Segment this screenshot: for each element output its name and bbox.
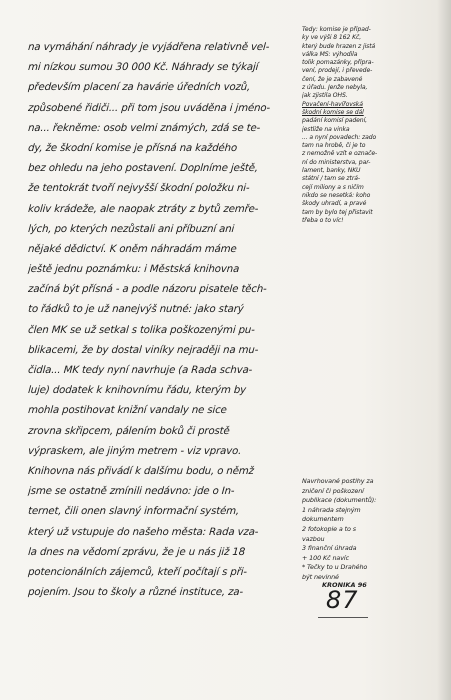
margin-note-line: ní do ministerstva, par- (302, 158, 371, 166)
text-line: dy, že škodní komise je přísná na každého (27, 142, 238, 154)
margin-note-line: tam na hrobě, či je to (302, 142, 366, 150)
margin-note-line: tolik pomazánky, připra- (302, 59, 374, 67)
text-line: blikacemi, že by dostal viníky nejraději na mu- (27, 344, 259, 356)
margin-note-line: tam by bylo tej přistavit (302, 208, 373, 216)
text-line: nějaké dědictví. K oněm náhradám máme (27, 243, 237, 255)
margin-note-line: 3 finanční úhrada (302, 544, 357, 553)
margin-note-line: jestliže na vinka (302, 125, 350, 133)
text-line: na... řekněme: osob velmi známých, zdá se te- (27, 122, 261, 134)
margin-note-line: * Tečky to u Drahého (302, 563, 368, 572)
margin-note-line: padání komisí padení, (302, 117, 367, 125)
margin-note-line: 2 fotokopie a to s (302, 524, 357, 533)
margin-note-line: Tedy: komise je připad- (302, 26, 371, 33)
margin-note-line: z úřadu. Jenže nebyla, (302, 84, 368, 92)
page-spine-shadow (437, 0, 451, 700)
margin-note-line: státní / tam se ztrá- (302, 175, 360, 183)
text-line: jsme se ostatně zmínili nedávno: jde o In- (27, 486, 235, 498)
page-number: 87 (326, 586, 359, 614)
main-text-column (28, 38, 296, 603)
margin-note-penalties (302, 477, 432, 583)
margin-note-line: publikace (dokumentů): (302, 496, 377, 505)
margin-note-line: zničení či poškození (302, 486, 364, 495)
text-line: čidla... MK tedy nyní navrhuje (a Rada schva- (27, 365, 253, 376)
margin-note-line: škodní komise se dál (302, 108, 364, 116)
text-line: bez ohledu na jeho postavení. Doplníme ještě, (27, 163, 259, 175)
margin-note-line: vení, prodejí, i převede- (302, 67, 373, 75)
margin-note-line: Navrhované postihy za (302, 477, 374, 485)
chronicle-label: KRONIKA 96 (322, 581, 367, 589)
text-line: to řádků to je už nanejvýš nutné: jako starý (27, 304, 245, 316)
text-line: člen MK se už setkal s tolika poškozenými pu- (27, 324, 256, 336)
text-line: mohla postihovat knižní vandaly ne sice (27, 405, 228, 417)
margin-note-line: čení, že je zabavené (302, 75, 363, 83)
text-line: způsobené řidiči... při tom jsou uváděna i jméno- (27, 102, 271, 114)
text-line: že tentokrát tvoří nejvyšší škodní položku ni- (27, 183, 250, 195)
text-line: pojením. Jsou to školy a různé instituce, za- (27, 587, 244, 599)
margin-note-line: třeba o to víc! (302, 216, 344, 224)
margin-note-line: který bude hrazen z jistá (302, 42, 376, 50)
margin-note-line: Povačení-havířovská (302, 100, 363, 108)
margin-note-line: ky ve výši 8 162 Kč, (302, 34, 362, 42)
text-line: Knihovna nás přivádí k dalšímu bodu, o němž (27, 465, 255, 477)
margin-note-line: nikdo se nesetká: koho (302, 191, 371, 199)
margin-note-line: dokumentem (302, 515, 344, 524)
text-line: který už vstupuje do našeho města: Rada vza- (27, 526, 259, 538)
margin-note-line: válka MS: výhodila (302, 50, 358, 58)
text-line: na vymáhání náhrady je vyjádřena relativně vel- (27, 42, 270, 53)
margin-note-line: ... a nyní povadech: zado (302, 133, 377, 141)
margin-note-line: vazbou (302, 534, 325, 543)
text-line: koliv krádeže, ale naopak ztráty z bytů zemře- (27, 203, 259, 215)
margin-note-top (302, 26, 432, 225)
text-line: mi nízkou sumou 30 000 Kč. Náhrady se týkají (27, 62, 259, 74)
margin-note-line: 1 náhrada stejným (302, 505, 361, 514)
margin-note-line: lament, banky, NKÚ (302, 167, 361, 175)
margin-note-line: škody uhradí, a pravé (302, 200, 367, 208)
text-line: zrovna skřipcem, pálením boků či prostě (27, 425, 230, 437)
margin-note-line: + 100 Kč navíc (302, 553, 349, 562)
margin-note-line: cejí miliony a s ničím (302, 183, 364, 191)
text-line: ještě jednu poznámku: i Městská knihovna (27, 264, 240, 276)
text-line: výpraskem, ale jiným metrem - viz vpravo. (27, 445, 242, 457)
text-line: la dnes na vědomí zprávu, že je u nás již 18 (27, 546, 246, 558)
text-line: především placení za havárie úředních vozů, (27, 82, 251, 94)
text-line: ternet, čili onen slavný informační systém, (27, 506, 240, 518)
margin-note-line: z nemožně vzít e označe- (302, 150, 378, 158)
text-line: lých, po kterých nezůstali ani příbuzní ani (27, 223, 235, 235)
text-line: začíná být přísná - a podle názoru pisatele těch- (27, 284, 268, 296)
margin-note-line: jak zjistila OHS. (302, 92, 348, 100)
text-line: potencionálních zájemců, kteří počítají s při- (27, 566, 248, 578)
margin-note-line: být nevinné (302, 572, 339, 581)
text-line: luje) dodatek k knihovnímu řádu, kterým by (27, 385, 247, 397)
